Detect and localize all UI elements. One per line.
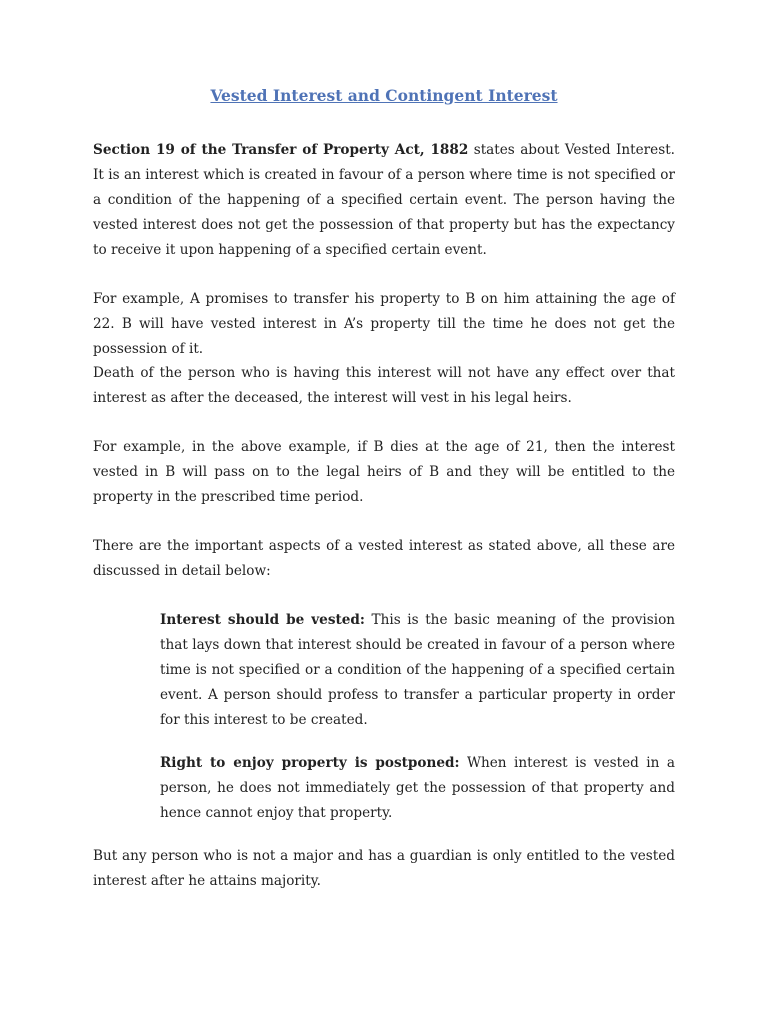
aspect-heading: Interest should be vested: <box>160 612 365 628</box>
aspect-item-vested <box>160 608 675 733</box>
paragraph-example-1: For example, A promises to transfer his property to B on him attaining the age of 22. B will have vested interest in A’s property till the time he does not get the possession of it. <box>93 291 675 357</box>
document-title: Vested Interest and Contingent Interest <box>210 86 558 105</box>
paragraph-section-19 <box>93 138 675 263</box>
aspect-item-postponed <box>160 751 675 826</box>
aspect-text: This is the basic meaning of the provision that lays down that interest should be created in favour of a person where time is not specified or a condition of the happening of a specified certain event. A person should profess to transfer a particular property in order for this interest to be created. <box>160 612 676 728</box>
paragraph-aspects: There are the important aspects of a vested interest as stated above, all these are discussed in detail below: <box>93 538 675 579</box>
paragraph-minor: But any person who is not a major and has a guardian is only entitled to the vested interest after he attains majority. <box>93 848 675 889</box>
paragraph-example-2: For example, in the above example, if B dies at the age of 21, then the interest vested in B will pass on to the legal heirs of B and they will be entitled to the property in the prescribed time period. <box>93 439 675 505</box>
aspect-heading: Right to enjoy property is postponed: <box>160 755 460 771</box>
section-reference: Section 19 of the Transfer of Property Act, 1882 <box>93 142 469 158</box>
aspect-text: When interest is vested in a person, he does not immediately get the possession of that property and hence cannot enjoy that property. <box>160 755 675 821</box>
paragraph-death: Death of the person who is having this interest will not have any effect over that interest as after the deceased, the interest will vest in his legal heirs. <box>93 365 675 406</box>
paragraph-text: states about Vested Interest. It is an interest which is created in favour of a person where time is not specified or a condition of the happening of a specified certain event. The person having the vested interest does not get the possession of that property but has the expectancy to receive it upon happening of a specified certain event. <box>93 142 675 258</box>
